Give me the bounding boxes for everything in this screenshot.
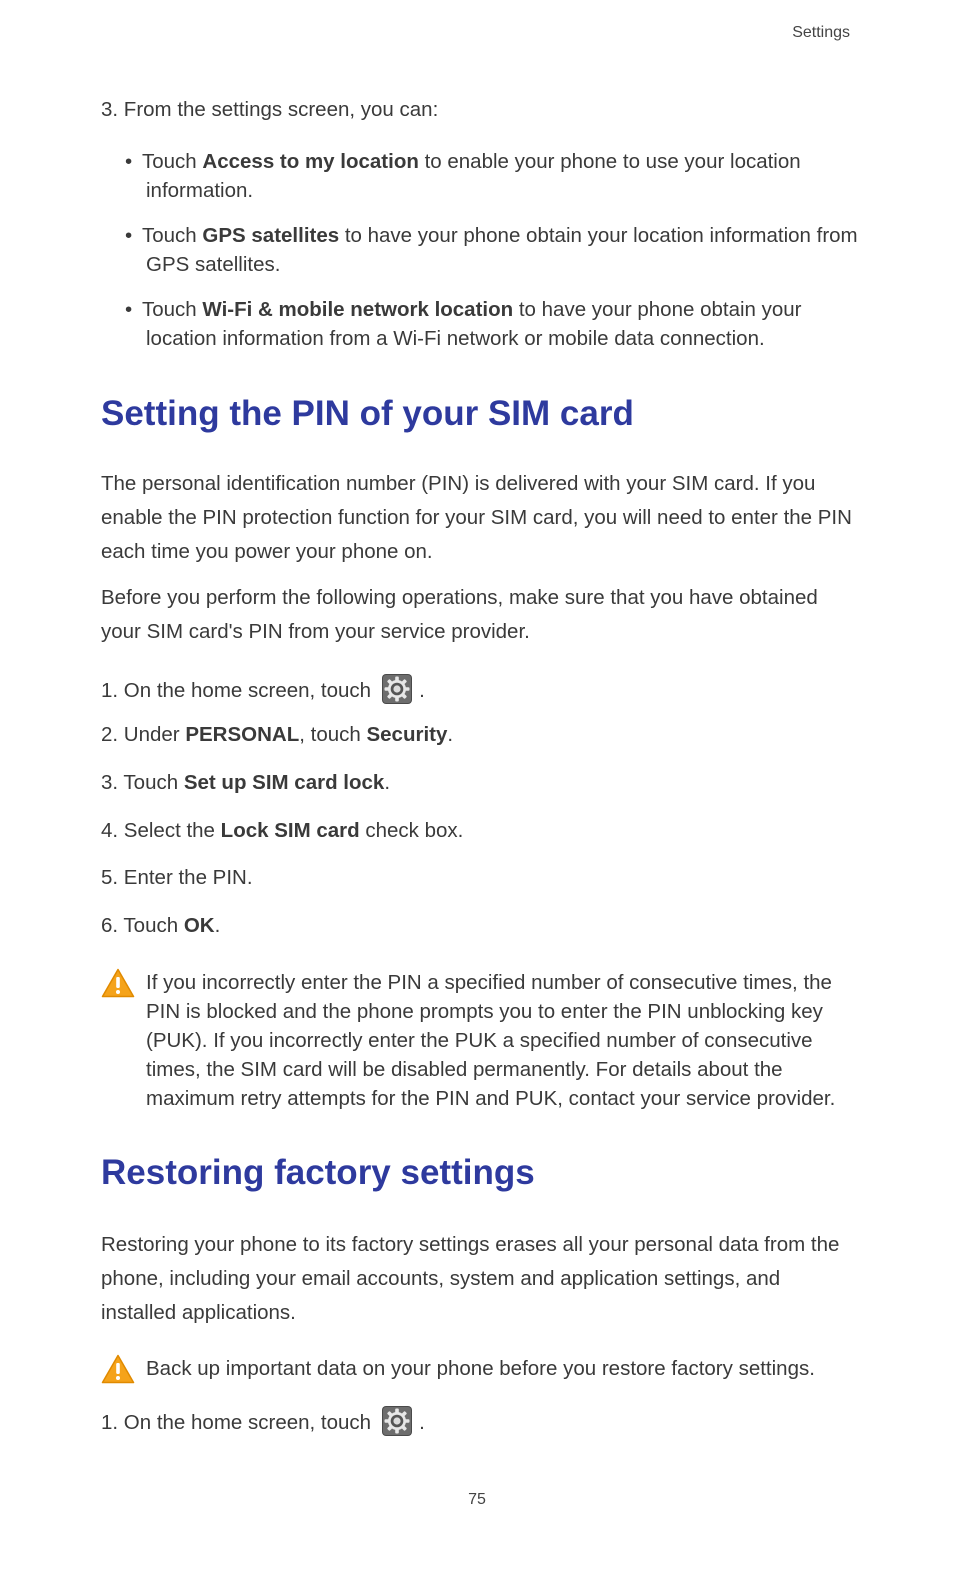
warning-icon [101, 968, 135, 998]
term-set-up-sim-lock: Set up SIM card lock [183, 771, 385, 794]
factory-section-title: Restoring factory settings [101, 1153, 535, 1192]
running-head: Settings [792, 24, 850, 41]
sim-para-1: The personal identification number (PIN) is delivered with your SIM card. If you enable the PIN protection function for your SIM card, you will need to enter the PIN each time you power your phone on. [101, 472, 852, 563]
sim-step-4: 4. Select the Lock SIM card check box. [101, 819, 464, 842]
factory-para-1: Restoring your phone to its factory settings erases all your personal data from the phone, including your email accounts, system and application settings, and installed applications. [101, 1233, 840, 1324]
bullet-dot: • [125, 150, 133, 173]
settings-gear-icon [381, 1405, 413, 1437]
factory-warning-text: Back up important data on your phone before you restore factory settings. [146, 1357, 815, 1380]
bullet-gps-satellites: • Touch GPS satellites to have your phone obtain your location information from GPS satellites. [125, 221, 876, 279]
sim-step-3: 3. Touch Set up SIM card lock. [101, 771, 391, 794]
term-ok: OK [183, 914, 215, 937]
term-lock-sim-card: Lock SIM card [220, 819, 360, 842]
sim-warning-note [101, 968, 861, 1113]
sim-warning-text: If you incorrectly enter the PIN a specified number of consecutive times, the PIN is blocked and the phone prompts you to enter the PIN unblocking key (PUK). If you incorrectly enter the PUK a specified number of consecutive times, the SIM card will be disabled permanently. For details about the maximum retry attempts for the PIN and PUK, contact your service provider. [146, 971, 836, 1110]
sim-section-title: Setting the PIN of your SIM card [101, 394, 634, 433]
sim-step-2: 2. Under PERSONAL, touch Security. [101, 723, 454, 746]
term-gps-satellites: GPS satellites [202, 224, 340, 247]
sim-step-6: 6. Touch OK. [101, 914, 221, 937]
bullet-access-location: • Touch Access to my location to enable your phone to use your location information. [125, 147, 876, 205]
sim-para-2: Before you perform the following operations, make sure that you have obtained your SIM card's PIN from your service provider. [101, 586, 818, 643]
term-security: Security [366, 723, 448, 746]
factory-warning-note [101, 1354, 861, 1383]
term-access-location: Access to my location [202, 150, 419, 173]
sim-step-1: 1. On the home screen, touch . [101, 673, 425, 705]
settings-gear-icon [381, 673, 413, 705]
factory-step-1: 1. On the home screen, touch . [101, 1405, 425, 1437]
term-wifi-location: Wi-Fi & mobile network location [202, 298, 514, 321]
bullet-dot: • [125, 224, 133, 247]
warning-icon [101, 1354, 135, 1384]
bullet-wifi-location: • Touch Wi-Fi & mobile network location to have your phone obtain your location information from a Wi-Fi network or mobile data connection. [125, 295, 876, 353]
bullet-dot: • [125, 298, 133, 321]
page-number: 75 [468, 1491, 486, 1508]
sim-step-5: 5. Enter the PIN. [101, 866, 253, 889]
location-step-intro: 3. From the settings screen, you can: [101, 98, 439, 121]
term-personal: PERSONAL [185, 723, 300, 746]
